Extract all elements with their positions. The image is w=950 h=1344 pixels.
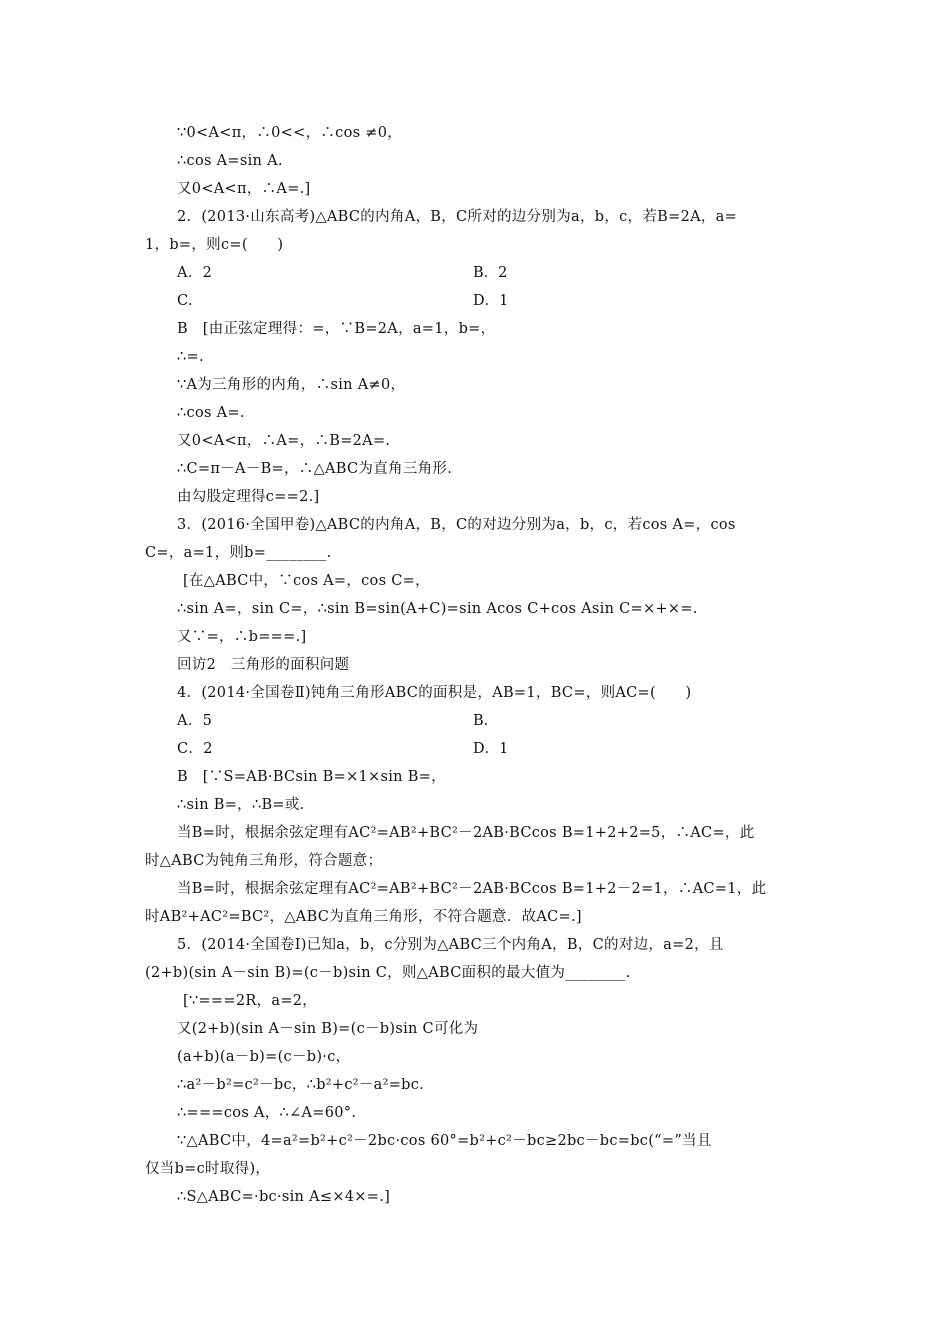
solution-line: B [由正弦定理得：=，∵B=2A，a=1，b=，	[177, 321, 496, 337]
solution-line: 又∵=，∴b===.]	[177, 629, 307, 645]
solution-line: ∴=.	[177, 349, 204, 365]
option-d: D．1	[473, 293, 509, 309]
solution-line: 时AB²+AC²=BC²，△ABC为直角三角形，不符合题意．故AC=.]	[145, 909, 582, 925]
question-5-line: 5．(2014·全国卷Ⅰ)已知a，b，c分别为△ABC三个内角A，B，C的对边，a=2，且	[177, 937, 724, 953]
text-line: ∵0<A<π，∴0<<，∴cos ≠0，	[177, 125, 403, 141]
question-2-line: 2．(2013·山东高考)△ABC的内角A，B，C所对的边分别为a，b，c，若B=2A，a=	[177, 209, 738, 225]
option-c: C．2	[177, 741, 213, 757]
solution-line: (a+b)(a－b)=(c－b)·c，	[177, 1049, 351, 1065]
solution-line: 当B=时，根据余弦定理有AC²=AB²+BC²－2AB·BCcos B=1+2+2=5，∴AC=，此	[177, 825, 755, 841]
question-4-line: 4．(2014·全国卷Ⅱ)钝角三角形ABC的面积是，AB=1，BC=，则AC=( )	[177, 685, 692, 701]
option-b: B．2	[473, 265, 508, 281]
solution-line: [∵===2R，a=2，	[183, 993, 318, 1009]
solution-line: ∴sin A=，sin C=，∴sin B=sin(A+C)=sin Acos C+cos Asin C=×+×=.	[177, 601, 698, 617]
solution-line: [在△ABC中，∵cos A=，cos C=，	[183, 573, 430, 589]
solution-line: ∴C=π－A－B=，∴△ABC为直角三角形.	[177, 461, 453, 477]
solution-line: ∴===cos A，∴∠A=60°.	[177, 1105, 357, 1121]
solution-line: 当B=时，根据余弦定理有AC²=AB²+BC²－2AB·BCcos B=1+2－2=1，∴AC=1，此	[177, 881, 767, 897]
solution-line: ∴S△ABC=·bc·sin A≤×4×=.]	[177, 1189, 391, 1205]
option-c: C.	[177, 293, 193, 309]
solution-line: 又(2+b)(sin A－sin B)=(c－b)sin C可化为	[177, 1021, 479, 1037]
solution-line: B [∵S=AB·BCsin B=×1×sin B=，	[177, 769, 446, 785]
section-heading: 回访2 三角形的面积问题	[177, 657, 350, 673]
solution-line: ∵A为三角形的内角，∴sin A≠0，	[177, 377, 406, 393]
solution-line: ∴sin B=，∴B=或.	[177, 797, 305, 813]
question-5-line: (2+b)(sin A－sin B)=(c－b)sin C，则△ABC面积的最大值为________.	[145, 965, 631, 981]
option-a: A．5	[177, 713, 213, 729]
question-2-line: 1，b=，则c=( )	[145, 237, 284, 253]
solution-line: ∴cos A=.	[177, 405, 245, 421]
option-a: A．2	[177, 265, 213, 281]
option-b: B.	[473, 713, 489, 729]
option-d: D．1	[473, 741, 509, 757]
solution-line: ∵△ABC中，4=a²=b²+c²－2bc·cos 60°=b²+c²－bc≥2bc－bc=bc(“=”当且	[177, 1133, 712, 1149]
solution-line: ∴a²－b²=c²－bc，∴b²+c²－a²=bc.	[177, 1077, 425, 1093]
question-3-line: C=，a=1，则b=________.	[145, 545, 332, 561]
text-line: 又0<A<π，∴A=.]	[177, 181, 311, 197]
question-3-line: 3．(2016·全国甲卷)△ABC的内角A，B，C的对边分别为a，b，c，若cos A=，cos	[177, 517, 736, 533]
text-line: ∴cos A=sin A.	[177, 153, 283, 169]
solution-line: 又0<A<π，∴A=，∴B=2A=.	[177, 433, 391, 449]
solution-line: 由勾股定理得c==2.]	[177, 489, 320, 505]
solution-line: 时△ABC为钝角三角形，符合题意；	[145, 853, 383, 869]
solution-line: 仅当b=c时取得)，	[145, 1161, 271, 1177]
